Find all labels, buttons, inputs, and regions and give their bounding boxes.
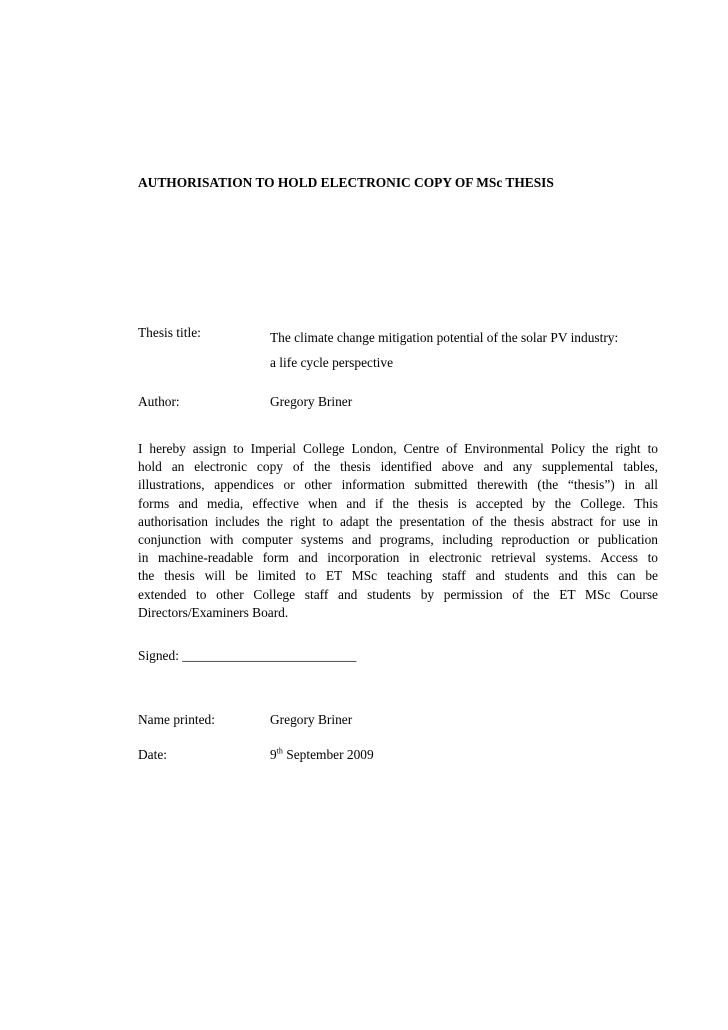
signed-row xyxy=(138,648,356,664)
paragraph-line: extended to other College staff and students by permission of the ET MSc Course xyxy=(138,586,658,602)
signed-label: Signed: xyxy=(138,648,179,663)
paragraph-line: the thesis will be limited to ET MSc teaching staff and students and this can be xyxy=(138,568,658,584)
paragraph-line: authorisation includes the right to adapt the presentation of the thesis abstract for use in xyxy=(138,513,658,529)
date-day: 9 xyxy=(270,747,277,762)
date-month-year: September 2009 xyxy=(282,747,374,762)
thesis-title-line: The climate change mitigation potential of the solar PV industry: xyxy=(270,330,619,345)
paragraph-line: I hereby assign to Imperial College London, Centre of Environmental Policy the right to xyxy=(138,441,658,456)
author-value: Gregory Briner xyxy=(270,394,353,409)
signature-line: __________________________ xyxy=(182,648,357,663)
paragraph-line: conjunction with computer systems and programs, including reproduction or publication xyxy=(138,531,658,547)
name-printed-label: Name printed: xyxy=(138,712,215,727)
author-label: Author: xyxy=(138,394,180,409)
date-label: Date: xyxy=(138,747,167,762)
authorisation-paragraph xyxy=(138,440,658,622)
paragraph-line: in machine-readable form and incorporation in electronic retrieval systems. Access to xyxy=(138,550,658,566)
name-printed-value: Gregory Briner xyxy=(270,712,353,727)
document-heading: AUTHORISATION TO HOLD ELECTRONIC COPY OF MSc THESIS xyxy=(138,175,554,190)
date-day-suffix: th xyxy=(276,746,283,756)
thesis-title-line: a life cycle perspective xyxy=(270,355,394,370)
thesis-title-value xyxy=(270,325,660,375)
paragraph-line: Directors/Examiners Board. xyxy=(138,604,289,620)
paragraph-line: hold an electronic copy of the thesis identified above and any supplemental tables, xyxy=(138,459,658,475)
date-value xyxy=(270,747,374,763)
paragraph-line: illustrations, appendices or other information submitted therewith (the “thesis”) in all xyxy=(138,477,658,493)
paragraph-line: forms and media, effective when and if the thesis is accepted by the College. This xyxy=(138,495,658,511)
thesis-title-label: Thesis title: xyxy=(138,325,201,340)
